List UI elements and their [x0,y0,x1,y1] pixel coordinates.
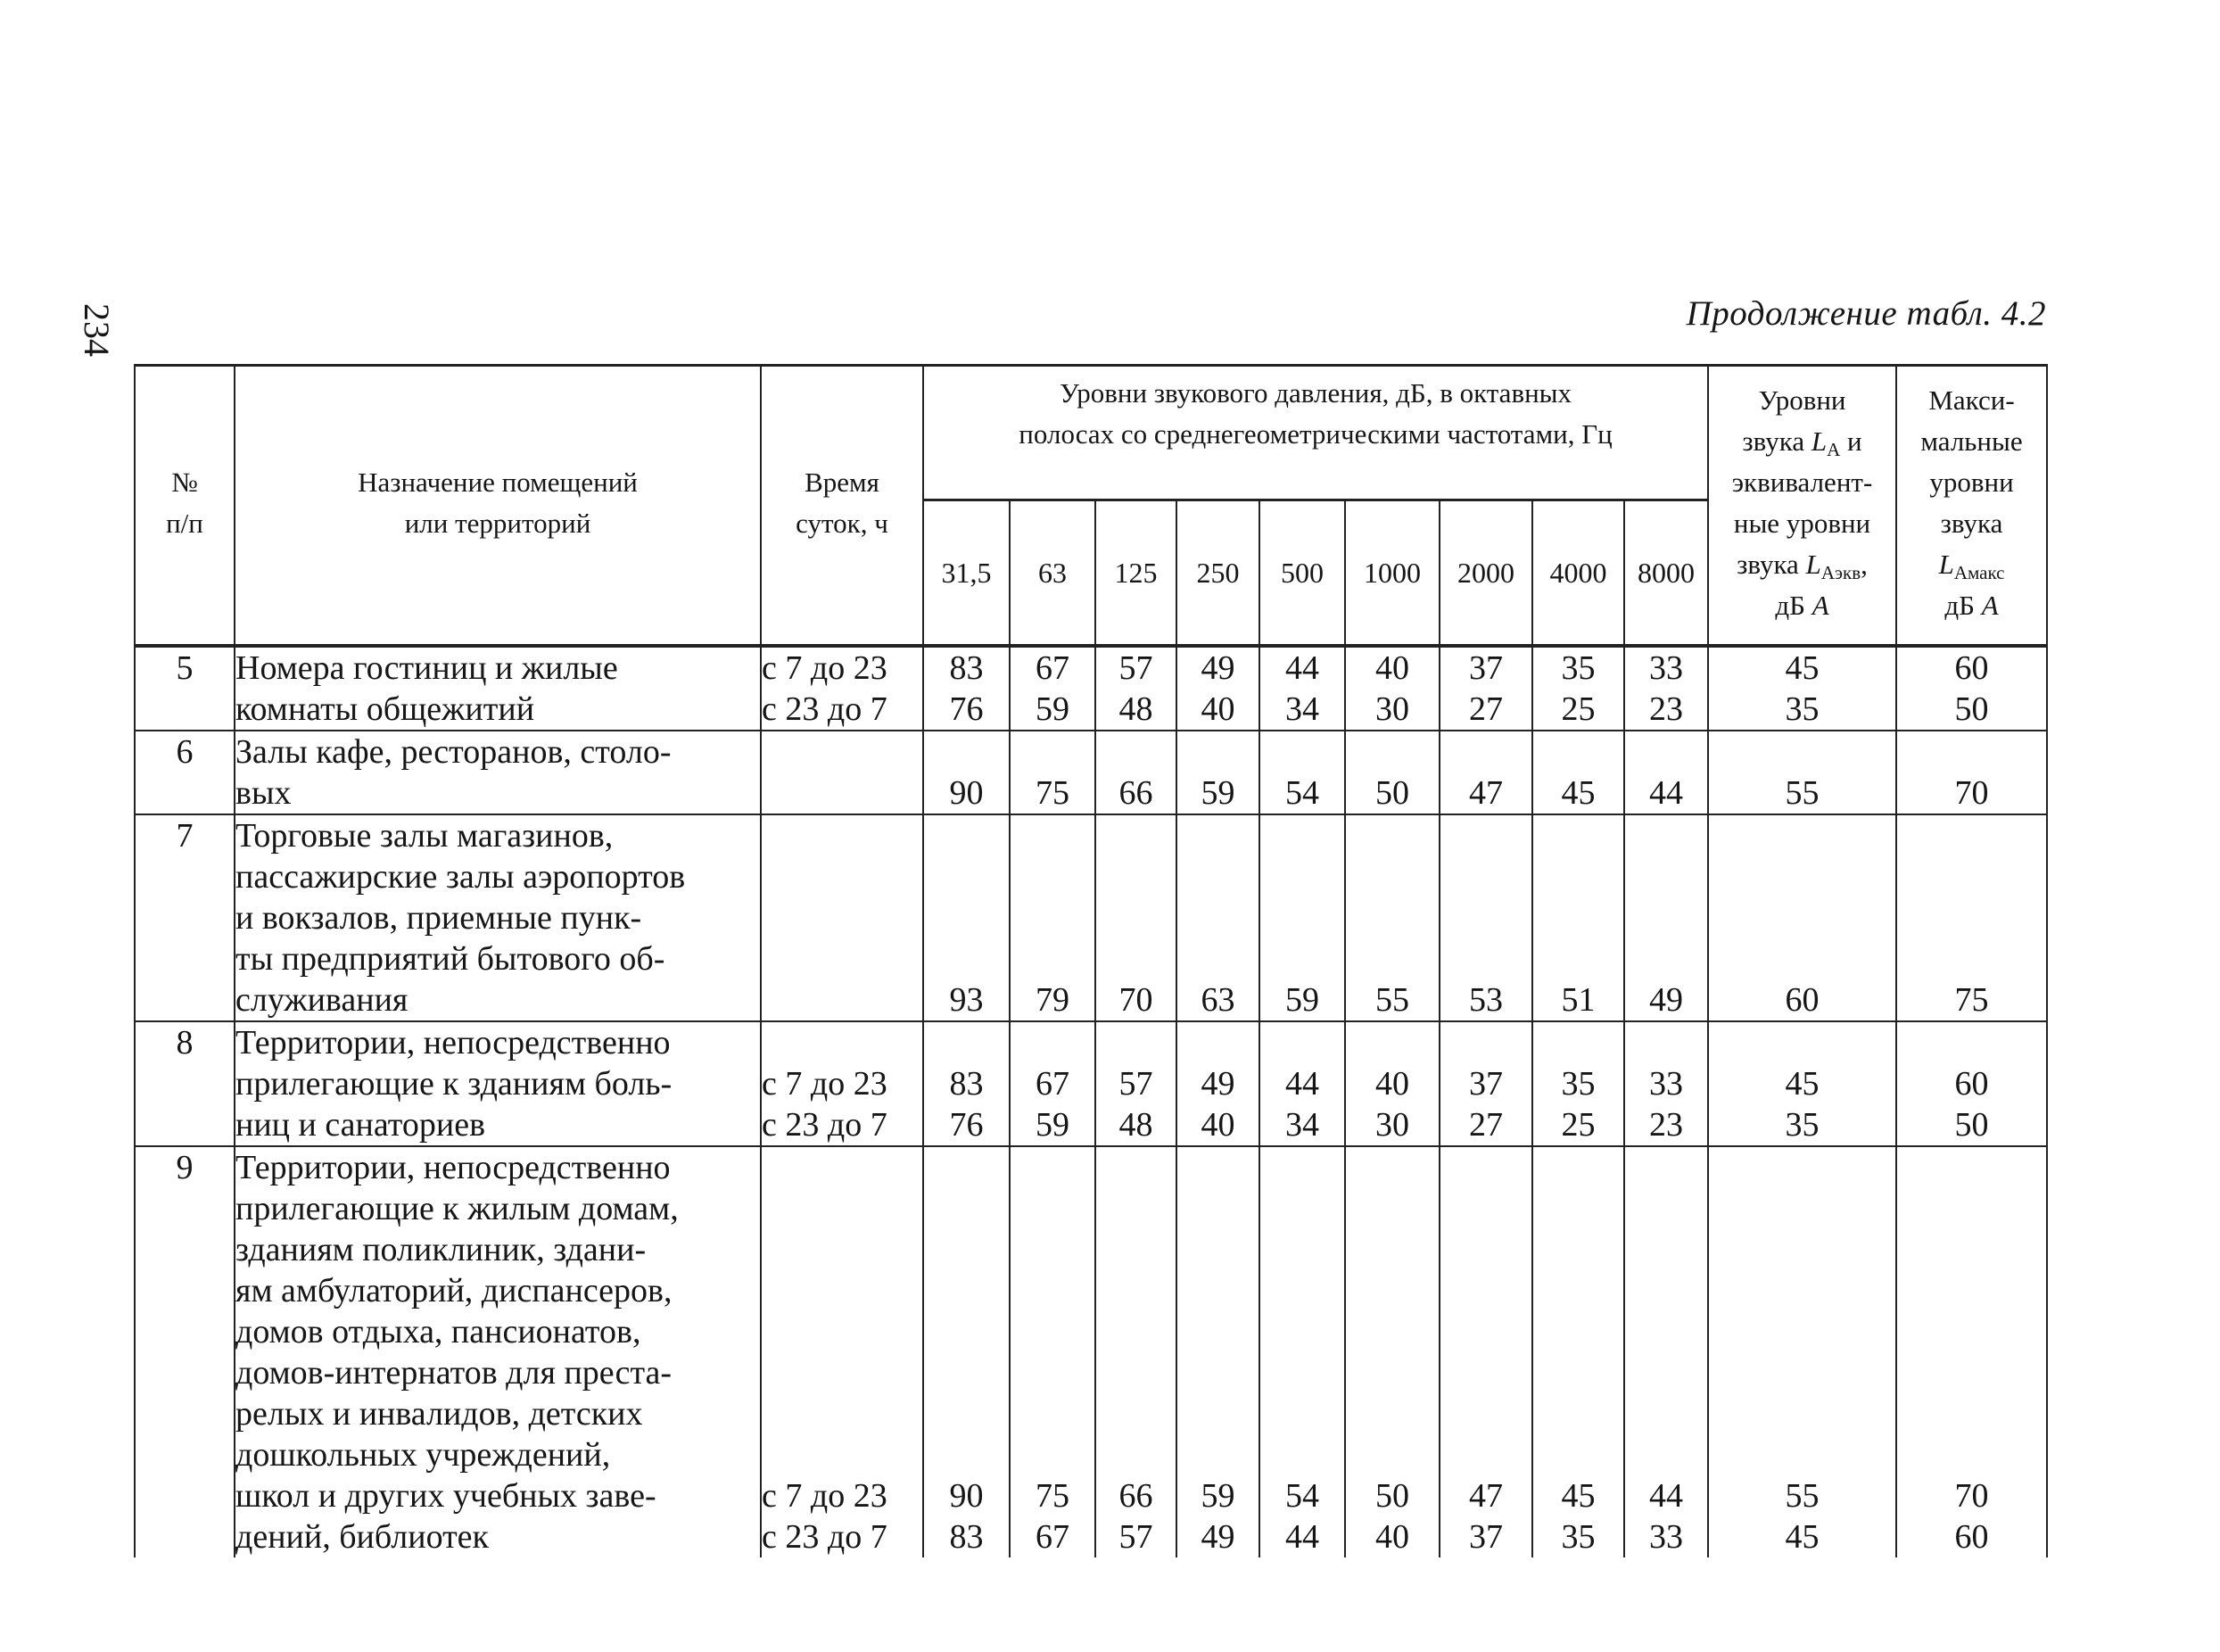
octave-value: 63 [1176,814,1259,1021]
max-sound-level: 60 50 [1896,1021,2047,1146]
octave-value: 83 76 [923,646,1010,731]
octave-value: 49 40 [1176,1021,1259,1146]
octave-value: 50 40 [1345,1146,1440,1557]
row-purpose: Территории, непосредственно прилегающие к жилым домам, зданиям поликлиник, здани- ям амбулаторий, диспансеров, домов отдыха, пансионатов, домов-интернатов для преста- релых и инвалидов, детских дошкольных учреждений, школ и других учебных заве- дений, библиотек [235,1146,761,1557]
row-number: 7 [135,814,235,1021]
octave-value: 75 [1010,731,1095,814]
row-time [761,814,923,1021]
sound-level-la: 55 45 [1708,1146,1896,1557]
header-freq: 63 [1010,500,1095,647]
octave-value: 83 76 [923,1021,1010,1146]
octave-value: 33 23 [1624,646,1708,731]
sound-level-la: 60 [1708,814,1896,1021]
max-sound-level: 70 60 [1896,1146,2047,1557]
octave-value: 40 30 [1345,1021,1440,1146]
octave-value: 93 [923,814,1010,1021]
max-sound-level: 70 [1896,731,2047,814]
header-freq: 31,5 [923,500,1010,647]
octave-value: 66 57 [1095,1146,1176,1557]
header-number: № п/п [135,366,235,647]
table-row [135,646,2047,731]
row-purpose: Территории, непосредственно прилегающие к зданиям боль- ниц и санаториев [235,1021,761,1146]
octave-value: 59 [1176,731,1259,814]
row-number: 6 [135,731,235,814]
table-row [135,1021,2047,1146]
header-freq: 2000 [1440,500,1532,647]
row-time: с 7 до 23 с 23 до 7 [761,1146,923,1557]
octave-value: 66 [1095,731,1176,814]
header-freq: 250 [1176,500,1259,647]
header-purpose: Назначение помещений или территорий [235,366,761,647]
header-freq: 8000 [1624,500,1708,647]
octave-value: 45 35 [1532,1146,1624,1557]
row-purpose: Номера гостиниц и жилые комнаты общежитий [235,646,761,731]
table-caption: Продолжение табл. 4.2 [1686,294,2046,333]
max-sound-level: 75 [1896,814,2047,1021]
octave-value: 47 37 [1440,1146,1532,1557]
octave-value: 59 [1259,814,1345,1021]
header-max-sound-level: Макси- мальные уровни звука $L_{Амакс}$ дБ A [1896,366,2047,647]
page-number: 234 [77,303,117,357]
octave-value: 50 [1345,731,1440,814]
octave-value: 54 [1259,731,1345,814]
row-time: с 7 до 23 с 23 до 7 [761,1021,923,1146]
octave-value: 57 48 [1095,646,1176,731]
octave-value: 37 27 [1440,646,1532,731]
header-freq: 500 [1259,500,1345,647]
row-purpose: Торговые залы магазинов, пассажирские залы аэропортов и вокзалов, приемные пунк- ты предприятий бытового об- служивания [235,814,761,1021]
octave-value: 44 33 [1624,1146,1708,1557]
header-freq: 1000 [1345,500,1440,647]
row-time: с 7 до 23 с 23 до 7 [761,646,923,731]
octave-value: 67 59 [1010,1021,1095,1146]
row-purpose: Залы кафе, ресторанов, столо- вых [235,731,761,814]
octave-value: 51 [1532,814,1624,1021]
octave-value: 67 59 [1010,646,1095,731]
octave-value: 44 [1624,731,1708,814]
sound-level-la: 55 [1708,731,1896,814]
octave-value: 79 [1010,814,1095,1021]
table-header [135,366,2047,647]
table-row [135,814,2047,1021]
octave-value: 70 [1095,814,1176,1021]
header-sound-level-la: Уровни звука $L_A$ и эквивалент- ные уровни звука $L_{Аэкв}$, дБ A [1708,366,1896,647]
table-body [135,646,2047,1557]
noise-levels-table [134,364,2048,1557]
header-freq: 125 [1095,500,1176,647]
sound-level-la: 45 35 [1708,646,1896,731]
octave-value: 45 [1532,731,1624,814]
table-row [135,1146,2047,1557]
octave-value: 49 40 [1176,646,1259,731]
octave-value: 35 25 [1532,646,1624,731]
octave-value: 57 48 [1095,1021,1176,1146]
octave-value: 47 [1440,731,1532,814]
octave-value: 53 [1440,814,1532,1021]
octave-value: 35 25 [1532,1021,1624,1146]
octave-value: 44 34 [1259,1021,1345,1146]
octave-value: 90 83 [923,1146,1010,1557]
octave-value: 55 [1345,814,1440,1021]
table-row [135,731,2047,814]
sound-level-la: 45 35 [1708,1021,1896,1146]
octave-value: 54 44 [1259,1146,1345,1557]
octave-value: 37 27 [1440,1021,1532,1146]
octave-value: 59 49 [1176,1146,1259,1557]
row-number: 8 [135,1021,235,1146]
row-number: 5 [135,646,235,731]
octave-value: 33 23 [1624,1021,1708,1146]
octave-value: 44 34 [1259,646,1345,731]
row-time [761,731,923,814]
max-sound-level: 60 50 [1896,646,2047,731]
header-octave-levels: Уровни звукового давления, дБ, в октавных полосах со среднегеометрическими частотами, Гц [923,366,1708,500]
header-freq: 4000 [1532,500,1624,647]
octave-value: 40 30 [1345,646,1440,731]
octave-value: 75 67 [1010,1146,1095,1557]
octave-value: 90 [923,731,1010,814]
octave-value: 49 [1624,814,1708,1021]
row-number: 9 [135,1146,235,1557]
header-time: Время суток, ч [761,366,923,647]
